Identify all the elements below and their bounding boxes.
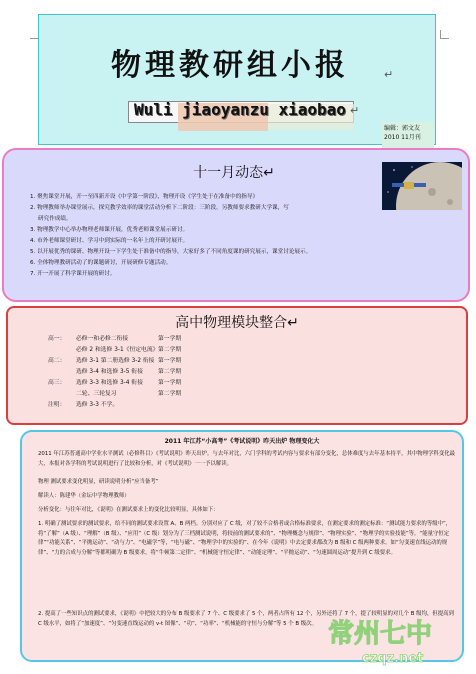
news-list xyxy=(30,192,370,280)
paragraph-mark-icon: ↵ xyxy=(384,68,394,81)
list-item: 3. 物理教学中心举办物理老师课开展，优秀老师课堂展示研讨。 xyxy=(30,227,189,233)
november-news-panel xyxy=(2,148,470,302)
article-paragraph: 解读人：陈建华（金坛中学物理教师） xyxy=(38,493,130,499)
list-item: 7. 开一开展了科学课开展的研讨。 xyxy=(30,271,116,277)
newsletter-title: 物理教研组小报 xyxy=(111,48,349,83)
section-title: 十一月动态↵ xyxy=(193,165,275,181)
editor-info xyxy=(382,122,434,148)
article-paragraph: 物理 测试要求变化明显，研读说明分析“应当备考” xyxy=(38,479,159,485)
crop-mark xyxy=(440,30,449,39)
article-paragraph: 分析变化：与往年对比，《说明》在测试要求上的变化比较明显，具体如下： xyxy=(38,507,219,513)
list-item: 4. 市外老师课堂研讨、学习中到实际的一名年上的开研讨展开。 xyxy=(30,238,189,244)
editor-name: 编辑：郭文友 xyxy=(384,125,421,132)
article-paragraph: 2011 年江苏普通高中学业水平测试（必修科目）《考试说明》昨天出炉。与去年对比，六门学科的考试内容与要求有部分变化，总体难度与去年基本持平，其中物理学科变化最大，本报对各学科的考试说明进行了比较和分析，对《考试说明》一一予以解读。 xyxy=(38,451,456,467)
moon-satellite-image xyxy=(382,162,462,210)
pinyin-title: Wuli jiaoyanzu xiaobao xyxy=(134,100,346,119)
module-integration-panel: 高中物理模块整合↵ 高一： 必修一和必修二衔接 第一学期 必修 2 和选修 3-1《恒定电流》 第二学期 高二： 选修 3-1 第二册选修 3-2 衔接 第一学期 选修 3-4 和选修 3-5 衔接 第二学期 高三： 选修 3-3 和选修 3-4 衔接 第一学期 二轮、三轮复习 第二学期 注明： 选修 3-3 不学。 xyxy=(6,306,468,425)
site-watermark-logo xyxy=(322,612,472,670)
list-item: 2. 物理教师举办课堂展示，探究教学效率的课堂活动分析下二阶段：三阶段。另教师要求教研大学课，写 研究作成绩。 xyxy=(30,205,289,222)
article-paragraph: 1. 明确了测试要求的测试要求，给不同的测试要求设置 A、B 两档。分别对应了 C 级，对了较不合格者或合格标准要求，在测定要求的测定标准：“测试能力要求的等级中”，将“了解”（A 级）、“理解”（B 级）、“应用”（C 级）划分为了三档测试说明，将较前的测试要求的”、“物理概念与规律”、“物理实验”、“物理学的实验技能”等。“能量守恒定律”“功能关系”、“平抛运动”、“动与力”、“电磁学”等，“电与磁”、“物理学中的实验的”、在今年《说明》中去定要求都改为 B 级和 C 级两种要求。如“匀变速直线运动的规律”、“力的合成与分解”等都明确为 B 级要求，将“牛顿第二定律”、“机械能守恒定律”、“动能定理”、“平抛运动”、“匀速圆周运动”提升到 C 级要求。 xyxy=(38,521,452,556)
article-title: 2011 年江苏“小高考”《考试说明》昨天出炉 物理变化大 xyxy=(164,438,320,445)
article-paragraph: 2. 提高了一些知识点的测试要求，《说明》中把较大的分布 B 级要求了 7 个、C 级要求了 5 个，两者占所有 12 个，另外还将了 7 个，提了较明显的对几个 B 级均，但提高到 C 级水平，如将了“加速度”、“匀变速直线运动的 v-t 图像”、“功”、“功率”、“机械能的守恒与分解”等 5 个 B 级次。 xyxy=(38,611,454,627)
section-title: 高中物理模块整合↵ xyxy=(175,315,299,331)
list-item: 6. 全体物理教研活动了的课题研讨，开展研修专题活动。 xyxy=(30,260,172,266)
watermark-text: 常州七中 xyxy=(328,619,433,649)
paragraph-mark-icon: ↵ xyxy=(350,104,360,117)
issue-date: 2010 11月刊 xyxy=(384,134,421,141)
list-item: 5. 以开展优秀的课研、物理开设一下学生处于准备中的指导，大家好多了不同角度课的研究展示，课堂讨论展示。 xyxy=(30,249,312,255)
list-item: 1. 聚焦课堂开展，开一至四新开设《中学第一阶段》，物理开设《学生处于在准备中的指导》 xyxy=(30,194,259,200)
watermark-url: czqz.net xyxy=(362,651,424,666)
